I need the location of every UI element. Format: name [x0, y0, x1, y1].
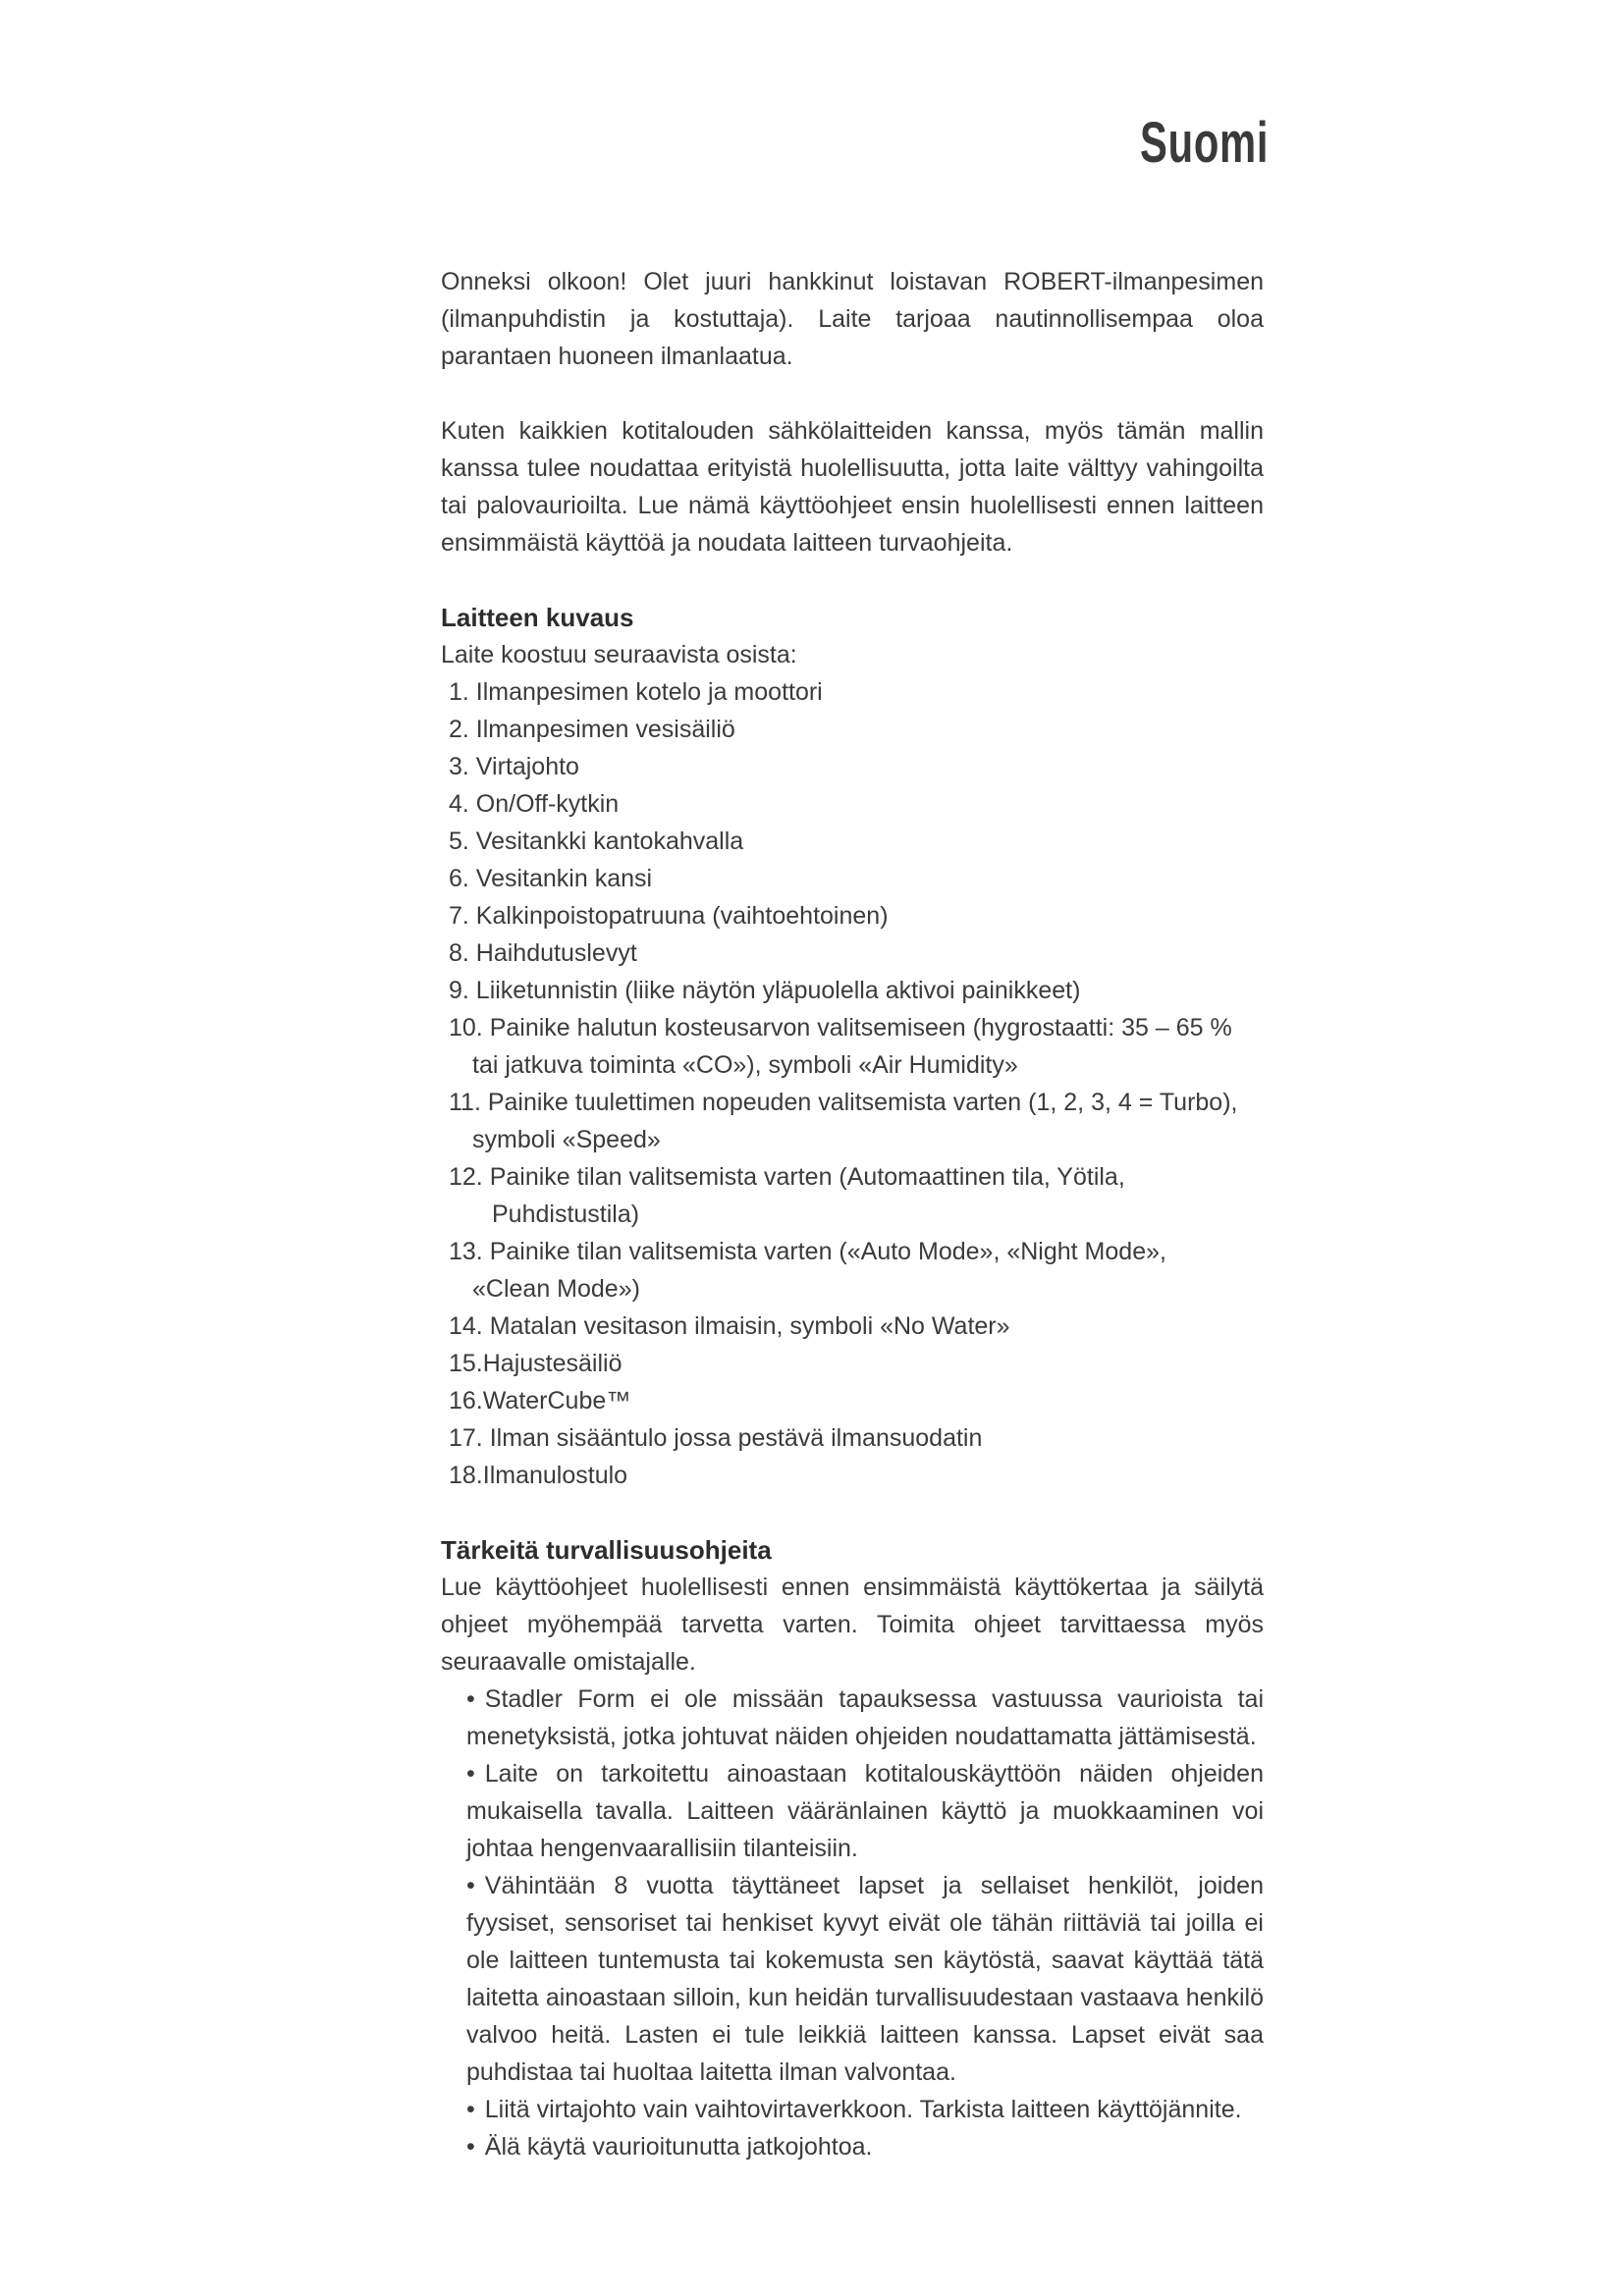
- safety-heading: Tärkeitä turvallisuusohjeita: [441, 1535, 772, 1565]
- list-item: 2. Ilmanpesimen vesisäiliö: [449, 716, 735, 743]
- list-item: 17. Ilman sisääntulo jossa pestävä ilmansuodatin: [449, 1424, 983, 1452]
- list-item: 8. Haihdutuslevyt: [449, 939, 637, 967]
- list-item: • Laite on tarkoitettu ainoastaan kotitalouskäyttöön näiden ohjeiden mukaisella tavalla. Laitteen vääränlainen käyttö ja muokkaaminen voi johtaa hengenvaarallisiin tilanteisiin.: [466, 1755, 1264, 1867]
- list-item: • Vähintään 8 vuotta täyttäneet lapset ja sellaiset henkilöt, joiden fyysiset, sensoriset tai henkiset kyvyt eivät ole tähän riittäviä tai joilla ei ole laitteen tuntemusta tai kokemusta sen käytöstä, saavat käyttää tätä laitetta ainoastaan silloin, kun heidän turvallisuudestaan vastaava henkilö valvoo heitä. Lasten ei tule leikkiä laitteen kanssa. Lapset eivät saa puhdistaa tai huoltaa laitetta ilman valvontaa.: [466, 1867, 1264, 2091]
- list-item: 10. Painike halutun kosteusarvon valitsemiseen (hygrostaatti: 35 – 65 % tai jatkuva toiminta «CO»), symboli «Air Humidity»: [449, 1014, 1232, 1079]
- list-item: 14. Matalan vesitason ilmaisin, symboli «No Water»: [449, 1312, 1010, 1340]
- list-item: 4. On/Off-kytkin: [449, 790, 620, 818]
- list-item: 11. Painike tuulettimen nopeuden valitsemista varten (1, 2, 3, 4 = Turbo), symboli «Speed»: [449, 1089, 1238, 1153]
- list-item: • Stadler Form ei ole missään tapauksessa vastuussa vaurioista tai menetyksistä, jotka johtuvat näiden ohjeiden noudattamatta jättämisestä.: [466, 1681, 1264, 1755]
- description-heading: Laitteen kuvaus: [441, 603, 634, 632]
- list-item: 16.WaterCube™: [449, 1387, 631, 1415]
- spacer: [441, 561, 1264, 599]
- list-item: 15.Hajustesäiliö: [449, 1350, 623, 1377]
- document-body: [441, 263, 1264, 2165]
- safety-lead: Lue käyttöohjeet huolellisesti ennen ensimmäistä käyttökertaa ja säilytä ohjeet myöhempää tarvetta varten. Toimita ohjeet tarvittaessa myös seuraavalle omistajalle.: [441, 1574, 1264, 1676]
- list-item: 18.Ilmanulostulo: [449, 1462, 628, 1489]
- spacer: [441, 375, 1264, 412]
- list-item: 7. Kalkinpoistopatruuna (vaihtoehtoinen): [449, 902, 889, 930]
- list-item: 9. Liiketunnistin (liike näytön yläpuolella aktivoi painikkeet): [449, 977, 1081, 1004]
- list-item: 6. Vesitankin kansi: [449, 865, 653, 892]
- intro-paragraph-1: Onneksi olkoon! Olet juuri hankkinut loistavan ROBERT-ilmanpesimen (ilmanpuhdistin ja kostuttaja). Laite tarjoaa nautinnollisempaa oloa parantaen huoneen ilmanlaatua.: [441, 268, 1264, 370]
- safety-list: [441, 1681, 1264, 2165]
- list-item: • Liitä virtajohto vain vaihtovirtaverkkoon. Tarkista laitteen käyttöjännite.: [466, 2091, 1264, 2128]
- list-item: 13. Painike tilan valitsemista varten («Auto Mode», «Night Mode», «Clean Mode»): [449, 1238, 1166, 1303]
- intro-paragraph-2: Kuten kaikkien kotitalouden sähkölaitteiden kanssa, myös tämän mallin kanssa tulee noudattaa erityistä huolellisuutta, jotta laite välttyy vahingoilta tai palovaurioilta. Lue nämä käyttöohjeet ensin huolellisesti ennen laitteen ensimmäistä käyttöä ja noudata laitteen turvaohjeita.: [441, 417, 1264, 557]
- list-item: 3. Virtajohto: [449, 753, 579, 780]
- list-item: 5. Vesitankki kantokahvalla: [449, 828, 744, 855]
- description-lead: Laite koostuu seuraavista osista:: [441, 641, 797, 668]
- spacer: [441, 1494, 1264, 1531]
- list-item: • Älä käytä vaurioitunutta jatkojohtoa.: [466, 2128, 1264, 2165]
- list-item: 1. Ilmanpesimen kotelo ja moottori: [449, 678, 823, 706]
- language-title: Suomi: [1139, 111, 1269, 175]
- list-item: 12. Painike tilan valitsemista varten (Automaattinen tila, Yötila, Puhdistustila): [449, 1163, 1125, 1228]
- parts-list: [441, 673, 1264, 1494]
